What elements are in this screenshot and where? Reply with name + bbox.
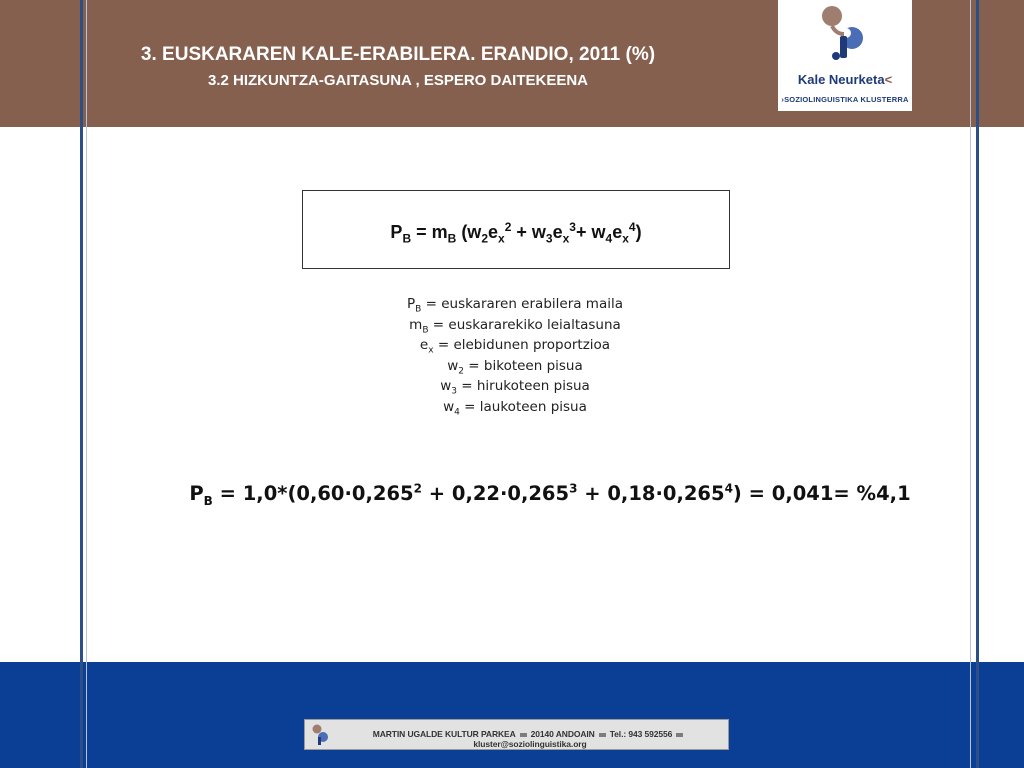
variable-legend (300, 294, 730, 417)
logo-tagline: ›SOZIOLINGUISTIKA KLUSTERRA (781, 95, 909, 104)
legend-item: $e_x$ = elebidunen proportzioa (419, 337, 611, 356)
legend-item: $w_3$ = hirukoteen pisua (440, 378, 590, 397)
legend-item: $P_B$ = euskararen erabilera maila (406, 296, 624, 315)
left-vertical-rule-thin (86, 0, 87, 768)
slide-subtitle: 3.2 HIZKUNTZA-GAITASUNA , ESPERO DAITEKEENA (207, 72, 589, 89)
calculation-result: $P_B = 1,0*(0,60\cdot 0,265^2 + 0,22\cdot 0,265^3 + 0,18\cdot 0,265^4) = 0,041= \%4,1$ (189, 481, 911, 508)
legend-item: $w_4$ = laukoteen pisua (443, 398, 587, 418)
slide-title: 3. EUSKARAREN KALE-ERABILERA. ERANDIO, 2011 (%) (140, 44, 656, 65)
left-vertical-rule (80, 0, 83, 768)
legend-item: $w_2$ = bikoteen pisua (447, 357, 583, 377)
legend-item: $m_B$ = euskararekiko leialtasuna (409, 316, 621, 336)
footer-band (0, 662, 1024, 768)
kale-neurketa-logo (778, 0, 912, 111)
general-formula: $P_B = m_B$ $(w_2e_x^2 + w_3e_x^3+ w_4e_x^4)$ (390, 220, 642, 246)
footer-contact-bar (304, 719, 729, 750)
right-vertical-rule-thin (970, 0, 971, 768)
formula-box (302, 190, 730, 269)
right-vertical-rule (976, 0, 979, 768)
logo-mark-icon (778, 0, 912, 70)
footer-contact-text: MARTIN UGALDE KULTUR PARKEA 20140 ANDOAIN Tel.: 943 592556kluster@soziolinguistika.org (333, 729, 727, 749)
footer-logo-icon (309, 723, 331, 746)
logo-title: Kale Neurketa< (797, 72, 893, 87)
